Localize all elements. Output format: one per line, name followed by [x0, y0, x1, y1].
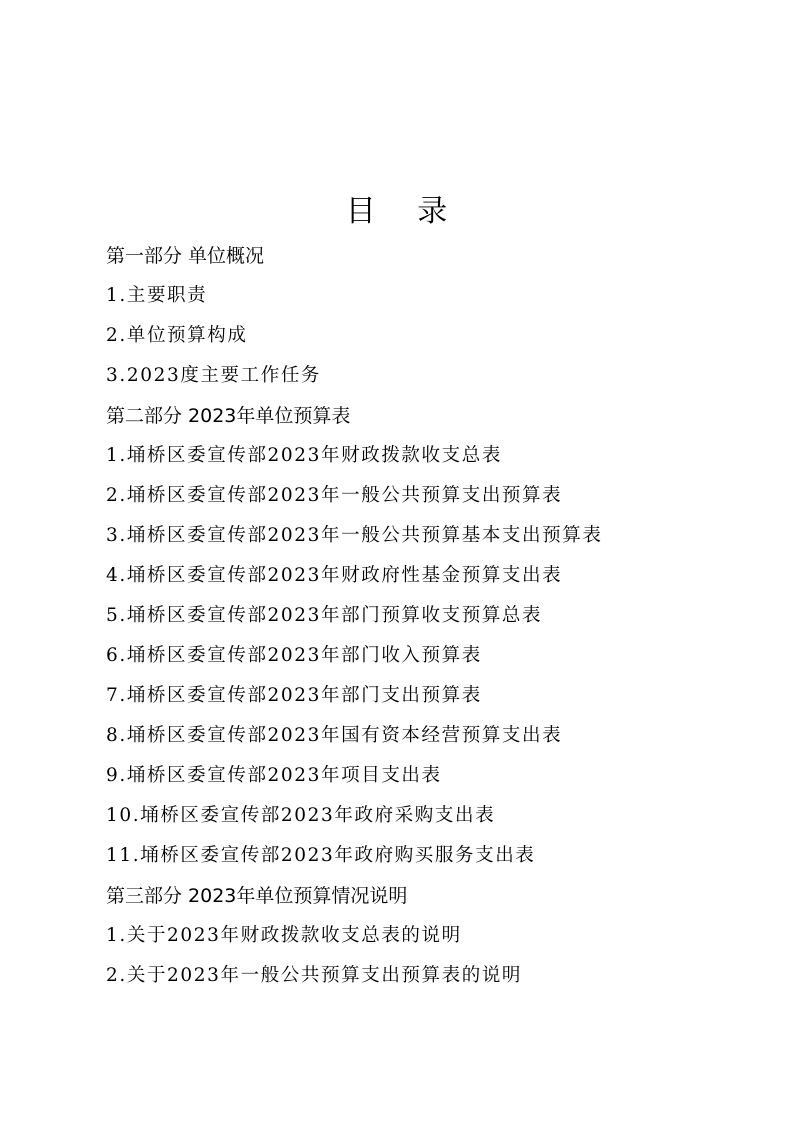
toc-item[interactable]: 2.关于2023年一般公共预算支出预算表的说明: [106, 965, 523, 986]
toc-item[interactable]: 2.埇桥区委宣传部2023年一般公共预算支出预算表: [106, 485, 563, 506]
toc-item[interactable]: 7.埇桥区委宣传部2023年部门支出预算表: [106, 685, 482, 706]
toc-item[interactable]: 1.主要职责: [106, 285, 208, 306]
toc-item[interactable]: 2.单位预算构成: [106, 325, 248, 346]
toc-item[interactable]: 1.关于2023年财政拨款收支总表的说明: [106, 925, 462, 946]
toc-item[interactable]: 8.埇桥区委宣传部2023年国有资本经营预算支出表: [106, 725, 563, 746]
toc-item[interactable]: 9.埇桥区委宣传部2023年项目支出表: [106, 765, 442, 786]
toc-item[interactable]: 4.埇桥区委宣传部2023年财政府性基金预算支出表: [106, 565, 563, 586]
toc-item[interactable]: 5.埇桥区委宣传部2023年部门预算收支预算总表: [106, 605, 543, 626]
page-title: 目 录: [345, 194, 464, 229]
part-heading-2[interactable]: 第二部分 2023年单位预算表: [106, 405, 351, 427]
toc-item[interactable]: 6.埇桥区委宣传部2023年部门收入预算表: [106, 645, 482, 666]
toc-item[interactable]: 11.埇桥区委宣传部2023年政府购买服务支出表: [106, 845, 536, 866]
table-of-contents: [106, 236, 746, 996]
toc-item[interactable]: 3.2023度主要工作任务: [106, 365, 322, 386]
part-heading-1[interactable]: 第一部分 单位概况: [106, 245, 265, 267]
part-heading-3[interactable]: 第三部分 2023年单位预算情况说明: [106, 885, 408, 907]
toc-item[interactable]: 3.埇桥区委宣传部2023年一般公共预算基本支出预算表: [106, 525, 603, 546]
toc-item[interactable]: 1.埇桥区委宣传部2023年财政拨款收支总表: [106, 445, 502, 466]
toc-item[interactable]: 10.埇桥区委宣传部2023年政府采购支出表: [106, 805, 496, 826]
